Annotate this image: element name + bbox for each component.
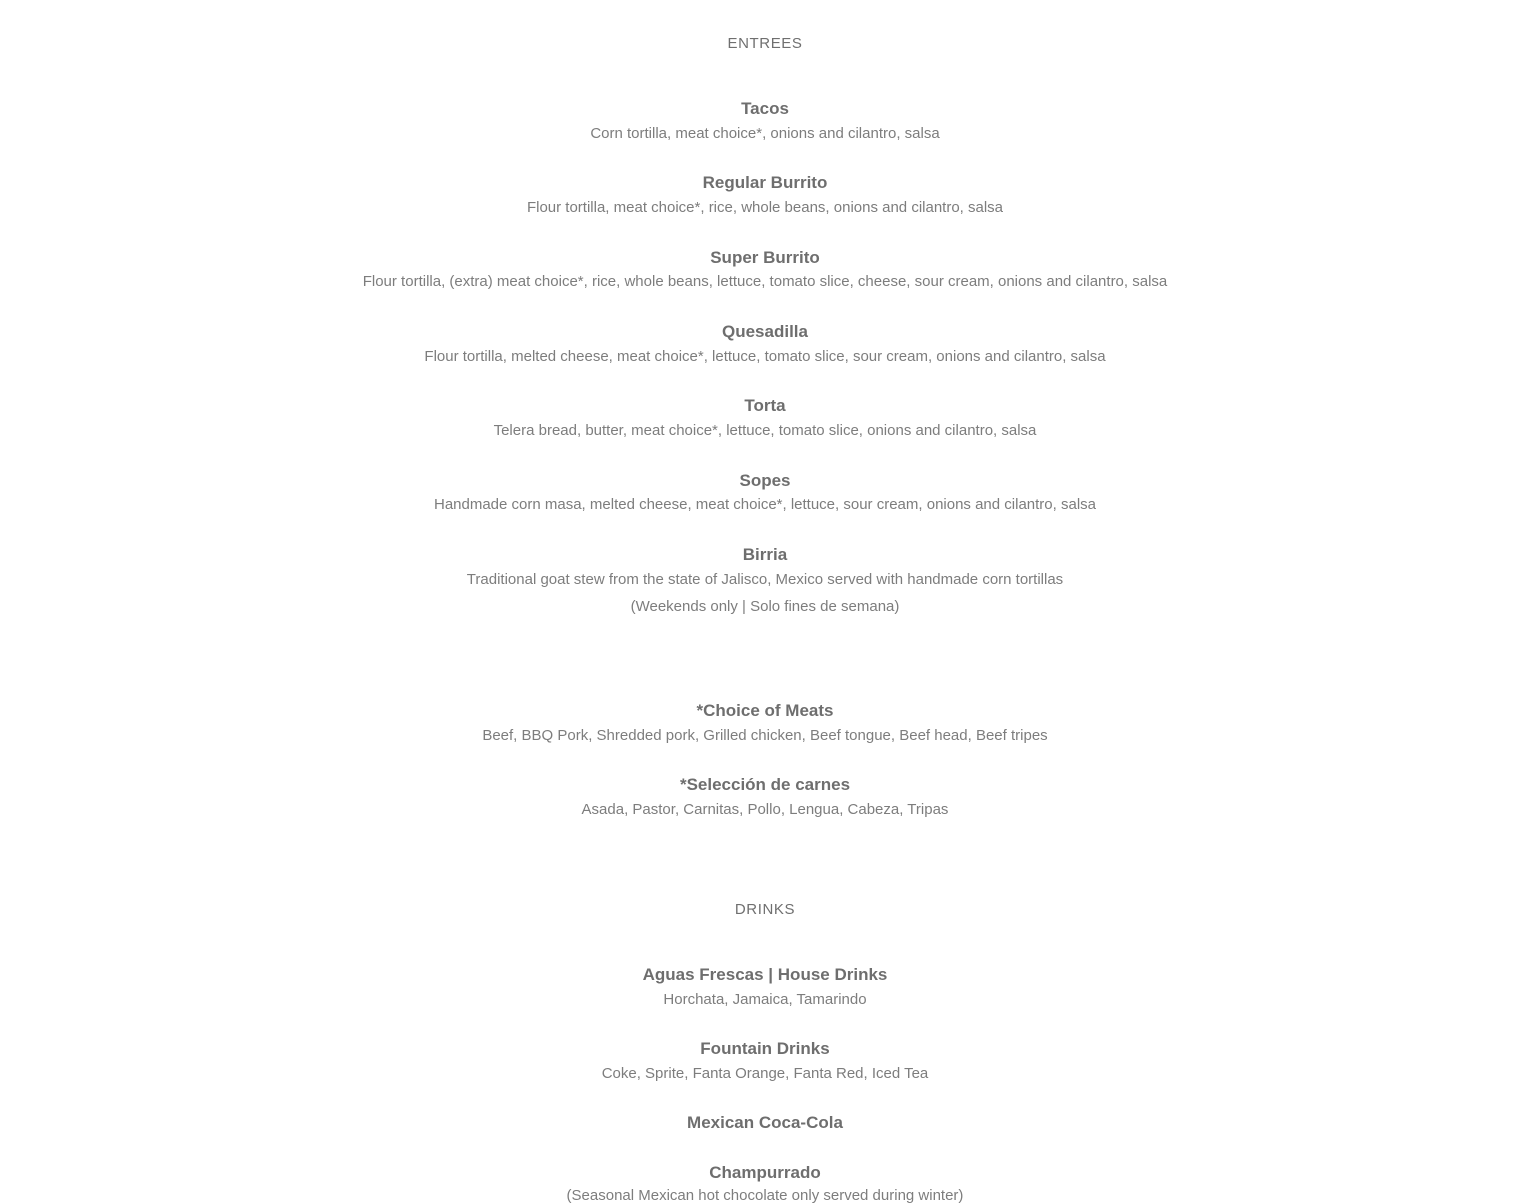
drinks-heading: DRINKS <box>734 901 796 918</box>
menu-item-name: Regular Burrito <box>702 173 828 192</box>
menu-item-description: Flour tortilla, (extra) meat choice*, rice, whole beans, lettuce, tomato slice, cheese, sour cream, onions and cilantro, salsa <box>362 273 1168 290</box>
menu-item-description: Telera bread, butter, meat choice*, lettuce, tomato slice, onions and cilantro, salsa <box>493 422 1037 439</box>
menu-item-name: Super Burrito <box>710 248 820 267</box>
entrees-heading: ENTREES <box>727 35 803 52</box>
drink-item-name: Aguas Frescas | House Drinks <box>642 965 888 984</box>
menu-item-description: Traditional goat stew from the state of Jalisco, Mexico served with handmade corn tortillas <box>466 571 1064 588</box>
menu-item-name: Tacos <box>741 99 789 118</box>
drink-item-description: Coke, Sprite, Fanta Orange, Fanta Red, Iced Tea <box>601 1065 929 1082</box>
menu-item-name: Torta <box>744 396 786 415</box>
drink-item-description: Horchata, Jamaica, Tamarindo <box>663 991 867 1008</box>
menu-item-name: Birria <box>742 545 788 564</box>
drink-item-name: Champurrado <box>709 1163 821 1182</box>
meats-spanish-heading: *Selección de carnes <box>679 775 851 794</box>
menu-item-description: Handmade corn masa, melted cheese, meat choice*, lettuce, sour cream, onions and cilantro, salsa <box>433 496 1096 513</box>
drink-item-name: Mexican Coca-Cola <box>687 1113 843 1132</box>
drink-item-description: (Seasonal Mexican hot chocolate only served during winter) <box>566 1187 964 1204</box>
menu-item-name: Quesadilla <box>722 322 808 341</box>
menu-item-name: Sopes <box>739 471 791 490</box>
menu-item-description: Flour tortilla, meat choice*, rice, whole beans, onions and cilantro, salsa <box>526 199 1004 216</box>
menu-item-description: Corn tortilla, meat choice*, onions and cilantro, salsa <box>590 125 940 142</box>
menu-item-note: (Weekends only | Solo fines de semana) <box>630 598 900 615</box>
drink-item-name: Fountain Drinks <box>700 1039 830 1058</box>
meats-english-list: Beef, BBQ Pork, Shredded pork, Grilled chicken, Beef tongue, Beef head, Beef tripes <box>482 727 1048 744</box>
meats-english-heading: *Choice of Meats <box>696 701 834 720</box>
menu-item-description: Flour tortilla, melted cheese, meat choice*, lettuce, tomato slice, sour cream, onions and cilantro, salsa <box>424 348 1106 365</box>
meats-spanish-list: Asada, Pastor, Carnitas, Pollo, Lengua, Cabeza, Tripas <box>581 801 949 818</box>
